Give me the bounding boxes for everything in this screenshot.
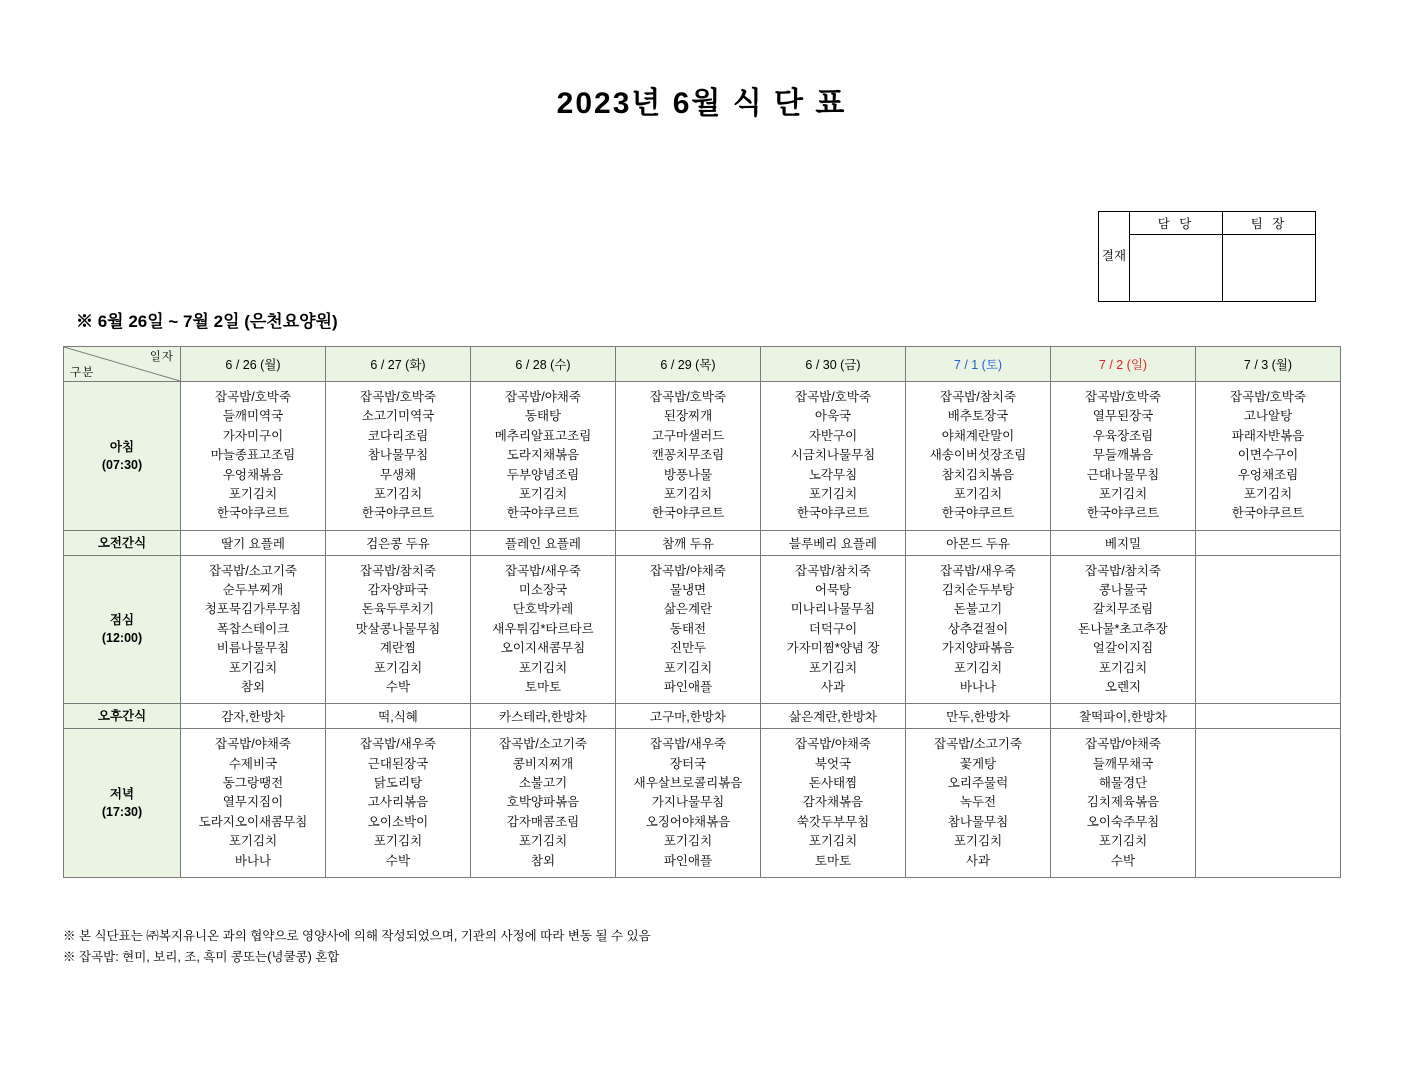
menu-column-header-6 (906, 347, 1051, 382)
menu-item: 오이소박이 (367, 814, 429, 829)
meal-cell (1051, 555, 1196, 704)
corner-kind-label: 구분 (70, 367, 95, 379)
meal-cell (761, 729, 906, 878)
menu-item: 자반구이 (808, 428, 858, 443)
menu-item: 무생채 (379, 467, 417, 482)
footnote-1: ※ 본 식단표는 ㈜복지유니온 과의 협약으로 영양사에 의해 작성되었으며, 기관의 사정에 따라 변동 될 수 있음 (63, 929, 651, 943)
menu-item: 오이숙주무침 (1086, 814, 1160, 829)
menu-item: 참나물무침 (367, 448, 429, 463)
menu-item: 돈육두루치기 (361, 602, 435, 617)
menu-item: 한국야쿠르트 (361, 506, 435, 521)
menu-item: 사과 (820, 679, 846, 694)
menu-item: 토마토 (814, 853, 852, 868)
snack-item: 블루베리 요플레 (789, 536, 877, 551)
menu-item: 포기김치 (518, 660, 568, 675)
menu-item: 이면수구이 (1237, 448, 1299, 463)
menu-item: 수박 (1110, 853, 1136, 868)
menu-item: 감자채볶음 (802, 795, 864, 810)
menu-item: 김치제육볶음 (1086, 795, 1160, 810)
snack-cell (326, 530, 471, 555)
menu-item: 잡곡밥/새우죽 (650, 737, 726, 752)
menu-item: 노각무침 (808, 467, 858, 482)
menu-item: 포기김치 (808, 660, 858, 675)
approval-sign-person (1130, 235, 1223, 302)
menu-item: 바나나 (234, 853, 272, 868)
menu-item: 잡곡밥/호박죽 (1230, 390, 1306, 404)
weekly-menu-table (63, 346, 1341, 878)
snack-cell (761, 704, 906, 729)
meal-cell (1196, 382, 1341, 531)
menu-item: 돈불고기 (953, 602, 1003, 617)
snack-item: 검은콩 두유 (366, 536, 430, 551)
menu-item: 고사리볶음 (367, 795, 429, 810)
menu-item: 한국야쿠르트 (796, 506, 870, 521)
menu-item: 바나나 (959, 679, 997, 694)
menu-item: 얼갈이지짐 (1092, 641, 1154, 656)
meal-row (64, 555, 1341, 704)
menu-item: 잡곡밥/새우죽 (360, 737, 436, 752)
meal-cell (906, 555, 1051, 704)
snack-item: 떡,식혜 (378, 710, 418, 725)
menu-item: 소불고기 (518, 776, 568, 790)
approval-stamp-label (1099, 212, 1130, 302)
menu-item: 콩나물국 (1098, 583, 1148, 597)
menu-item: 포기김치 (373, 834, 423, 849)
meal-cell (761, 555, 906, 704)
menu-column-header-5 (761, 347, 906, 382)
menu-item: 참외 (530, 853, 556, 868)
menu-item: 단호박카레 (512, 602, 574, 617)
menu-item: 포기김치 (808, 486, 858, 501)
menu-item: 들깨미역국 (222, 409, 284, 424)
menu-item: 잡곡밥/야채죽 (795, 737, 871, 752)
menu-item: 감자매콤조림 (506, 814, 580, 829)
menu-item: 아욱국 (814, 409, 852, 424)
menu-item: 물냉면 (669, 583, 707, 597)
menu-item: 오징어야채볶음 (645, 814, 731, 829)
menu-item: 잡곡밥/소고기죽 (209, 563, 297, 578)
menu-item: 수박 (385, 853, 411, 868)
menu-column-header-label: 6 / 26 (월) (225, 358, 281, 372)
menu-column-header-label: 7 / 2 (일) (1098, 358, 1148, 372)
snack-cell (616, 704, 761, 729)
menu-item: 우엉채볶음 (222, 467, 284, 482)
menu-item: 장터국 (669, 756, 707, 771)
menu-item: 메추리알표고조림 (494, 428, 592, 443)
menu-column-header-3 (471, 347, 616, 382)
menu-item: 열무된장국 (1092, 409, 1154, 424)
meal-cell (616, 729, 761, 878)
menu-item: 도라지오이새콤무침 (198, 814, 308, 829)
snack-cell (761, 530, 906, 555)
menu-item: 한국야쿠르트 (1086, 506, 1160, 521)
menu-item: 호박양파볶음 (506, 795, 580, 810)
snack-item: 삶은계란,한방차 (789, 710, 877, 725)
snack-cell (471, 530, 616, 555)
menu-item: 포기김치 (1098, 834, 1148, 849)
meal-cell (1196, 555, 1341, 704)
menu-item: 포기김치 (228, 660, 278, 675)
menu-item: 미소장국 (518, 583, 568, 597)
menu-item: 청포묵김가루무침 (204, 602, 302, 617)
menu-item: 잡곡밥/새우죽 (505, 563, 581, 578)
approval-sign-teamlead (1223, 235, 1316, 302)
menu-item: 잡곡밥/호박죽 (795, 390, 871, 404)
menu-item: 잡곡밥/호박죽 (1085, 390, 1161, 404)
menu-column-header-label: 6 / 27 (화) (370, 358, 426, 372)
menu-column-header-label: 6 / 30 (금) (805, 358, 861, 372)
menu-item: 들깨무채국 (1092, 756, 1154, 771)
menu-item: 포기김치 (228, 486, 278, 501)
menu-item: 북엇국 (814, 756, 852, 771)
meal-cell (181, 729, 326, 878)
meal-row (64, 382, 1341, 531)
menu-item: 잡곡밥/호박죽 (360, 390, 436, 404)
menu-item: 오렌지 (1104, 679, 1142, 694)
menu-item: 한국야쿠르트 (506, 506, 580, 521)
menu-item: 갈치무조림 (1092, 602, 1154, 617)
menu-item: 잡곡밥/야채죽 (215, 737, 291, 752)
row-label-time: (17:30) (101, 805, 143, 820)
row-label-name: 저녁 (109, 786, 135, 801)
snack-row (64, 704, 1341, 729)
menu-item: 잡곡밥/호박죽 (215, 390, 291, 404)
menu-column-header-8 (1196, 347, 1341, 382)
menu-item: 포기김치 (953, 660, 1003, 675)
menu-column-header-2 (326, 347, 471, 382)
menu-item: 순두부찌개 (222, 583, 284, 597)
menu-item: 잡곡밥/야채죽 (1085, 737, 1161, 752)
menu-item: 돈사태찜 (808, 776, 858, 790)
menu-item: 포기김치 (808, 834, 858, 849)
snack-item: 아몬드 두유 (946, 536, 1010, 551)
snack-item: 딸기 요플레 (221, 536, 285, 551)
menu-item: 폭찹스테이크 (216, 621, 290, 636)
menu-item: 잡곡밥/야채죽 (505, 390, 581, 404)
meal-cell (181, 382, 326, 531)
menu-item: 포기김치 (663, 660, 713, 675)
approval-header-teamlead: 팀 장 (1223, 212, 1316, 235)
snack-item: 카스테라,한방차 (499, 710, 587, 725)
meal-cell (1196, 729, 1341, 878)
menu-item: 맛살콩나물무침 (355, 621, 441, 636)
menu-item: 시금치나물무침 (790, 448, 876, 463)
menu-item: 가지양파볶음 (941, 641, 1015, 656)
meal-row (64, 729, 1341, 878)
menu-item: 무들깨볶음 (1092, 448, 1154, 463)
menu-item: 방풍나물 (663, 467, 713, 482)
page-title: 2023년 6월 식 단 표 (556, 87, 847, 120)
meal-cell (616, 382, 761, 531)
menu-item: 야채계란말이 (941, 428, 1015, 443)
menu-item: 미나리나물무침 (790, 602, 876, 617)
meal-cell (181, 555, 326, 704)
menu-item: 상추겉절이 (947, 621, 1009, 636)
menu-item: 김치순두부탕 (941, 583, 1015, 597)
menu-item: 포기김치 (518, 486, 568, 501)
menu-item: 포기김치 (373, 486, 423, 501)
snack-cell (326, 704, 471, 729)
snack-cell (616, 530, 761, 555)
row-label-name: 점심 (109, 613, 135, 628)
snack-item: 고구마,한방차 (650, 710, 726, 725)
menu-item: 우육장조림 (1092, 428, 1154, 443)
snack-cell (1196, 704, 1341, 729)
menu-item: 새우튀김*타르타르 (492, 621, 594, 636)
menu-item: 수박 (385, 679, 411, 694)
menu-item: 한국야쿠르트 (941, 506, 1015, 521)
snack-cell (471, 704, 616, 729)
menu-item: 가지나물무침 (651, 795, 725, 810)
menu-item: 포기김치 (663, 486, 713, 501)
menu-item: 잡곡밥/참치죽 (795, 563, 871, 578)
snack-item: 베지밀 (1104, 536, 1142, 551)
approval-stamp-box (1098, 211, 1316, 302)
menu-item: 파인애플 (663, 853, 713, 868)
snack-item: 만두,한방차 (946, 710, 1010, 725)
menu-item: 새송이버섯장조림 (929, 448, 1027, 463)
menu-item: 참외 (240, 679, 266, 694)
snack-cell (181, 530, 326, 555)
row-label-2 (64, 530, 181, 555)
row-label-time: (12:00) (101, 631, 143, 646)
snack-cell (1051, 530, 1196, 555)
menu-item: 돈나물*초고추장 (1078, 621, 1168, 636)
menu-item: 포기김치 (663, 834, 713, 849)
menu-item: 가자미구이 (222, 428, 284, 443)
menu-item: 잡곡밥/호박죽 (650, 390, 726, 404)
menu-item: 가자미찜*양념 장 (786, 641, 880, 656)
menu-item: 비름나물무침 (216, 641, 290, 656)
menu-item: 잡곡밥/야채죽 (650, 563, 726, 578)
menu-item: 수제비국 (228, 756, 278, 771)
menu-item: 쑥갓두부무침 (796, 814, 870, 829)
menu-column-header-label: 7 / 3 (월) (1243, 358, 1293, 372)
meal-cell (471, 729, 616, 878)
row-label-4 (64, 704, 181, 729)
snack-cell (906, 530, 1051, 555)
meal-cell (1051, 382, 1196, 531)
menu-item: 포기김치 (1243, 486, 1293, 501)
footnote-2: ※ 잡곡밥: 현미, 보리, 조, 흑미 콩또는(녕쿨콩) 혼합 (63, 950, 340, 965)
menu-item: 배추토장국 (947, 409, 1009, 424)
meal-cell (326, 382, 471, 531)
menu-item: 동그랑땡전 (222, 776, 284, 790)
menu-item: 두부양념조림 (506, 467, 580, 482)
menu-item: 진만두 (669, 641, 707, 656)
menu-item: 오리주물럭 (947, 776, 1009, 790)
corner-date-label: 일자 (149, 351, 174, 363)
snack-item: 플레인 요플레 (505, 536, 581, 551)
menu-item: 고나알탕 (1243, 409, 1293, 424)
row-label-name: 오후간식 (97, 709, 147, 724)
menu-item: 사과 (965, 853, 991, 868)
menu-column-header-1 (181, 347, 326, 382)
row-label-name: 아침 (109, 439, 135, 454)
snack-item: 참깨 두유 (662, 536, 714, 551)
menu-item: 잡곡밥/참치죽 (1085, 563, 1161, 578)
menu-item: 포기김치 (518, 834, 568, 849)
menu-item: 동태전 (669, 621, 707, 636)
menu-item: 계란찜 (379, 641, 417, 656)
menu-item: 코다리조림 (367, 428, 429, 443)
menu-item: 토마토 (524, 679, 562, 694)
meal-cell (906, 382, 1051, 531)
snack-cell (181, 704, 326, 729)
menu-item: 닭도리탕 (373, 776, 423, 790)
menu-column-header-4 (616, 347, 761, 382)
menu-item: 캔꽁치무조림 (651, 448, 725, 463)
meal-cell (471, 382, 616, 531)
menu-item: 동태탕 (524, 409, 562, 424)
date-range-subtitle: ※ 6월 26일 ~ 7월 2일 (은천요양원) (76, 312, 338, 331)
table-corner-header (64, 347, 181, 382)
row-label-1 (64, 382, 181, 531)
snack-item: 찰떡파이,한방차 (1079, 710, 1167, 725)
snack-item: 감자,한방차 (221, 710, 285, 725)
meal-cell (906, 729, 1051, 878)
menu-item: 마늘종표고조림 (210, 448, 296, 463)
menu-column-header-label: 6 / 29 (목) (660, 358, 716, 372)
snack-cell (1196, 530, 1341, 555)
snack-row (64, 530, 1341, 555)
menu-item: 새우살브로콜리볶음 (633, 776, 743, 790)
menu-column-header-label: 6 / 28 (수) (515, 358, 571, 372)
meal-cell (326, 555, 471, 704)
menu-item: 한국야쿠르트 (651, 506, 725, 521)
meal-cell (616, 555, 761, 704)
menu-item: 더덕구이 (808, 621, 858, 636)
menu-item: 도라지채볶음 (506, 448, 580, 463)
row-label-time: (07:30) (101, 457, 143, 472)
menu-item: 포기김치 (1098, 660, 1148, 675)
row-label-3 (64, 555, 181, 704)
menu-item: 잡곡밥/참치죽 (940, 390, 1016, 404)
menu-item: 잡곡밥/참치죽 (360, 563, 436, 578)
row-label-5 (64, 729, 181, 878)
meal-cell (761, 382, 906, 531)
menu-item: 오이지새콤무침 (500, 641, 586, 656)
meal-cell (326, 729, 471, 878)
menu-item: 포기김치 (373, 660, 423, 675)
menu-item: 콩비지찌개 (512, 756, 574, 771)
menu-item: 해물경단 (1098, 776, 1148, 790)
menu-item: 파인애플 (663, 679, 713, 694)
menu-item: 된장찌개 (663, 409, 713, 424)
menu-item: 파래자반볶음 (1231, 428, 1305, 443)
approval-header-person: 담 당 (1130, 212, 1223, 235)
menu-item: 잡곡밥/소고기죽 (499, 737, 587, 752)
menu-item: 포기김치 (228, 834, 278, 849)
menu-item: 근대된장국 (367, 756, 429, 771)
menu-column-header-7 (1051, 347, 1196, 382)
footnotes (63, 926, 651, 969)
row-label-name: 오전간식 (97, 535, 147, 550)
menu-item: 포기김치 (953, 486, 1003, 501)
menu-item: 우엉채조림 (1237, 467, 1299, 482)
meal-cell (471, 555, 616, 704)
menu-item: 어묵탕 (814, 583, 852, 597)
menu-item: 꽃게탕 (959, 756, 997, 771)
menu-document-page (0, 78, 1403, 1070)
menu-column-header-label: 7 / 1 (토) (953, 358, 1003, 372)
menu-item: 근대나물무침 (1086, 467, 1160, 482)
menu-item: 한국야쿠르트 (1231, 506, 1305, 521)
menu-table-header-row (64, 347, 1341, 382)
menu-item: 참치김치볶음 (941, 467, 1015, 482)
approval-stamp-label-text: 결재 (1101, 248, 1127, 263)
menu-item: 잡곡밥/소고기죽 (934, 737, 1022, 752)
menu-item: 감자양파국 (367, 583, 429, 597)
menu-item: 잡곡밥/새우죽 (940, 563, 1016, 578)
menu-item: 녹두전 (959, 795, 997, 810)
meal-cell (1051, 729, 1196, 878)
menu-item: 포기김치 (953, 834, 1003, 849)
snack-cell (906, 704, 1051, 729)
menu-item: 한국야쿠르트 (216, 506, 290, 521)
menu-item: 삶은계란 (663, 602, 713, 617)
menu-item: 참나물무침 (947, 814, 1009, 829)
menu-item: 고구마샐러드 (651, 428, 725, 443)
menu-item: 포기김치 (1098, 486, 1148, 501)
menu-item: 열무지짐이 (222, 795, 284, 810)
snack-cell (1051, 704, 1196, 729)
menu-item: 소고기미역국 (361, 409, 435, 424)
